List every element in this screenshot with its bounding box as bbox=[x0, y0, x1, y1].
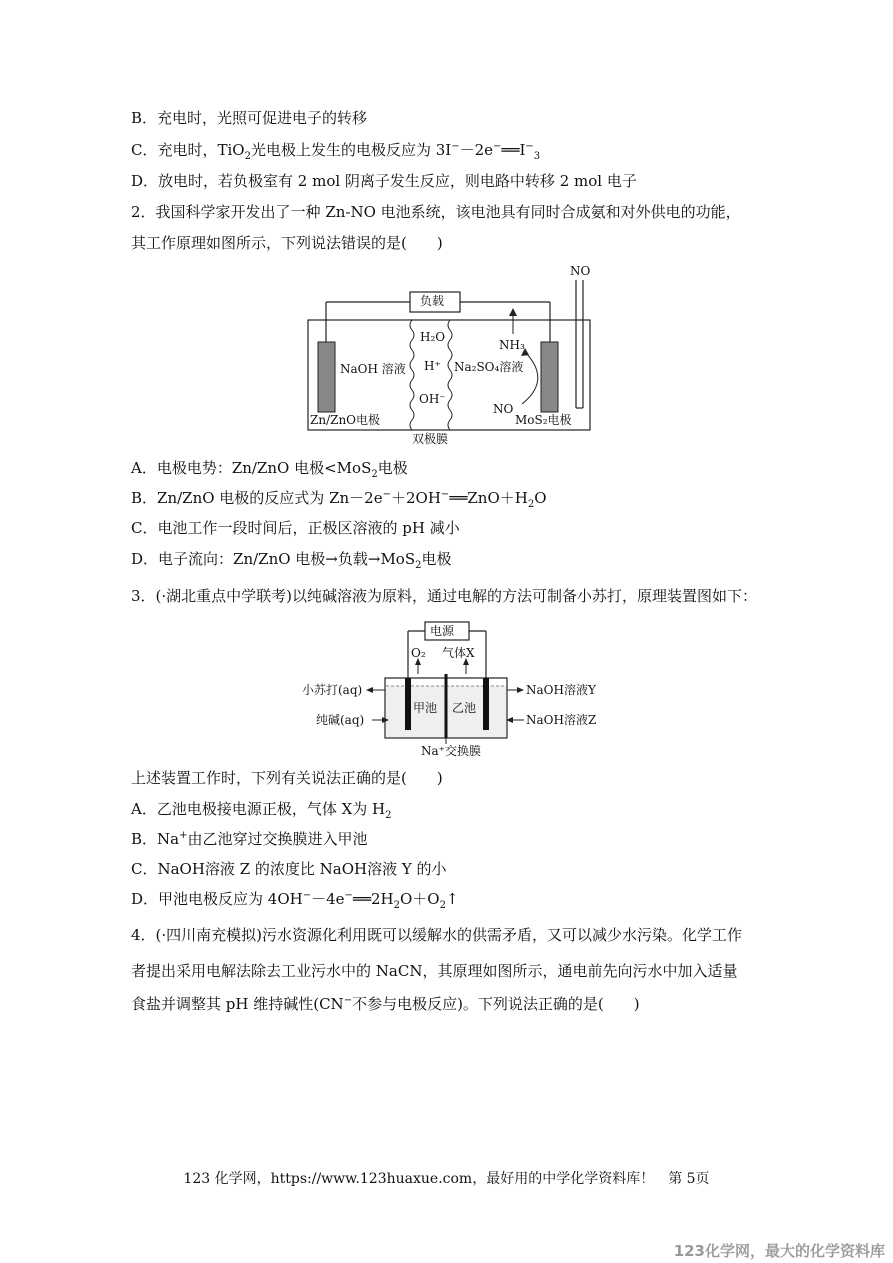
soda-ash-aq-label: 纯碱(aq) bbox=[316, 713, 365, 727]
q3-stem: 3．(·湖北重点中学联考)以纯碱溶液为原料，通过电解的方法可制备小苏打，原理装置图如下： bbox=[131, 587, 758, 605]
q1-option-d: D．放电时，若负极室有 2 mol 阴离子发生反应，则电路中转移 2 mol 电子 bbox=[131, 172, 637, 190]
h2o-label: H₂O bbox=[420, 330, 446, 344]
q2-option-d: D．电子流向：Zn/ZnO 电极→负载→MoS$_2$电极 bbox=[131, 550, 452, 571]
q2-option-c: C．电池工作一段时间后，正极区溶液的 pH 减小 bbox=[131, 519, 460, 537]
zn-no-cell-diagram bbox=[300, 262, 600, 452]
cell-a-label: 甲池 bbox=[413, 701, 438, 715]
q3-option-b: B．Na+由乙池穿过交换膜进入甲池 bbox=[131, 830, 368, 848]
o2-label: O₂ bbox=[411, 646, 426, 660]
nh3-label: NH₃ bbox=[499, 338, 525, 352]
mos2-electrode-label: MoS₂电极 bbox=[515, 413, 572, 427]
q3-stem-line2: 上述装置工作时，下列有关说法正确的是( ) bbox=[131, 769, 443, 787]
baking-soda-aq-label: 小苏打(aq) bbox=[302, 683, 363, 697]
q2-option-a: A．电极电势：Zn/ZnO 电极<MoS$_2$电极 bbox=[131, 459, 408, 480]
page-footer: 123 化学网，https://www.123huaxue.com，最好用的中学化学资料库！ 第 5页 bbox=[183, 1171, 710, 1187]
na-exchange-membrane-label: Na⁺交换膜 bbox=[421, 744, 481, 758]
q4-stem-line2: 者提出采用电解法除去工业污水中的 NaCN，其原理如图所示，通电前先向污水中加入适量 bbox=[131, 962, 738, 980]
no-inlet-label: NO bbox=[570, 264, 591, 278]
site-watermark: 123化学网，最大的化学资料库 bbox=[673, 1242, 885, 1260]
gas-x-label: 气体X bbox=[442, 646, 475, 660]
q4-stem-line1: 4．(·四川南充模拟)污水资源化利用既可以缓解水的供需矛盾，又可以减少水污染。化学工作 bbox=[131, 926, 743, 944]
q3-option-d: D．甲池电极反应为 $4OH^--4e^-══2H_2O+O_2↑$ bbox=[131, 890, 459, 911]
q2-stem-line1: 2．我国科学家开发出了一种 Zn-NO 电池系统，该电池具有同时合成氨和对外供电的功能， bbox=[131, 203, 741, 221]
q3-option-c: C．NaOH溶液 Z 的浓度比 NaOH溶液 Y 的小 bbox=[131, 860, 447, 878]
q4-stem-line3: 食盐并调整其 pH 维持碱性(CN−不参与电极反应)。下列说法正确的是( ) bbox=[131, 995, 640, 1013]
na2so4-solution-label: Na₂SO₄溶液 bbox=[454, 360, 524, 374]
q2-stem-line2: 其工作原理如图所示，下列说法错误的是( ) bbox=[131, 234, 443, 252]
load-label: 负载 bbox=[420, 294, 445, 308]
electrolysis-cell-diagram bbox=[300, 620, 600, 762]
power-source-label: 电源 bbox=[430, 624, 455, 638]
naoh-solution-y-label: NaOH溶液Y bbox=[526, 683, 596, 697]
no-reactant-label: NO bbox=[493, 402, 514, 416]
cell-b-label: 乙池 bbox=[452, 701, 477, 715]
naoh-solution-z-label: NaOH溶液Z bbox=[526, 713, 597, 727]
q1-option-c: C．充电时，TiO$_2$光电极上发生的电极反应为 $3I^--2e^-══I^-_3$ bbox=[131, 141, 541, 162]
bipolar-membrane-label: 双极膜 bbox=[412, 432, 449, 446]
h-plus-label: H⁺ bbox=[424, 359, 441, 373]
q3-option-a: A．乙池电极接电源正极，气体 X为 $H_2$ bbox=[131, 800, 392, 821]
q1-option-b: B．充电时，光照可促进电子的转移 bbox=[131, 109, 368, 127]
q2-option-b: B．Zn/ZnO 电极的反应式为 $Zn-2e^-+2OH^-══ZnO+H_2O$ bbox=[131, 489, 547, 510]
oh-minus-label: OH⁻ bbox=[419, 392, 446, 406]
zn-zno-electrode-label: Zn/ZnO电极 bbox=[310, 413, 381, 427]
naoh-solution-label: NaOH 溶液 bbox=[340, 362, 406, 376]
